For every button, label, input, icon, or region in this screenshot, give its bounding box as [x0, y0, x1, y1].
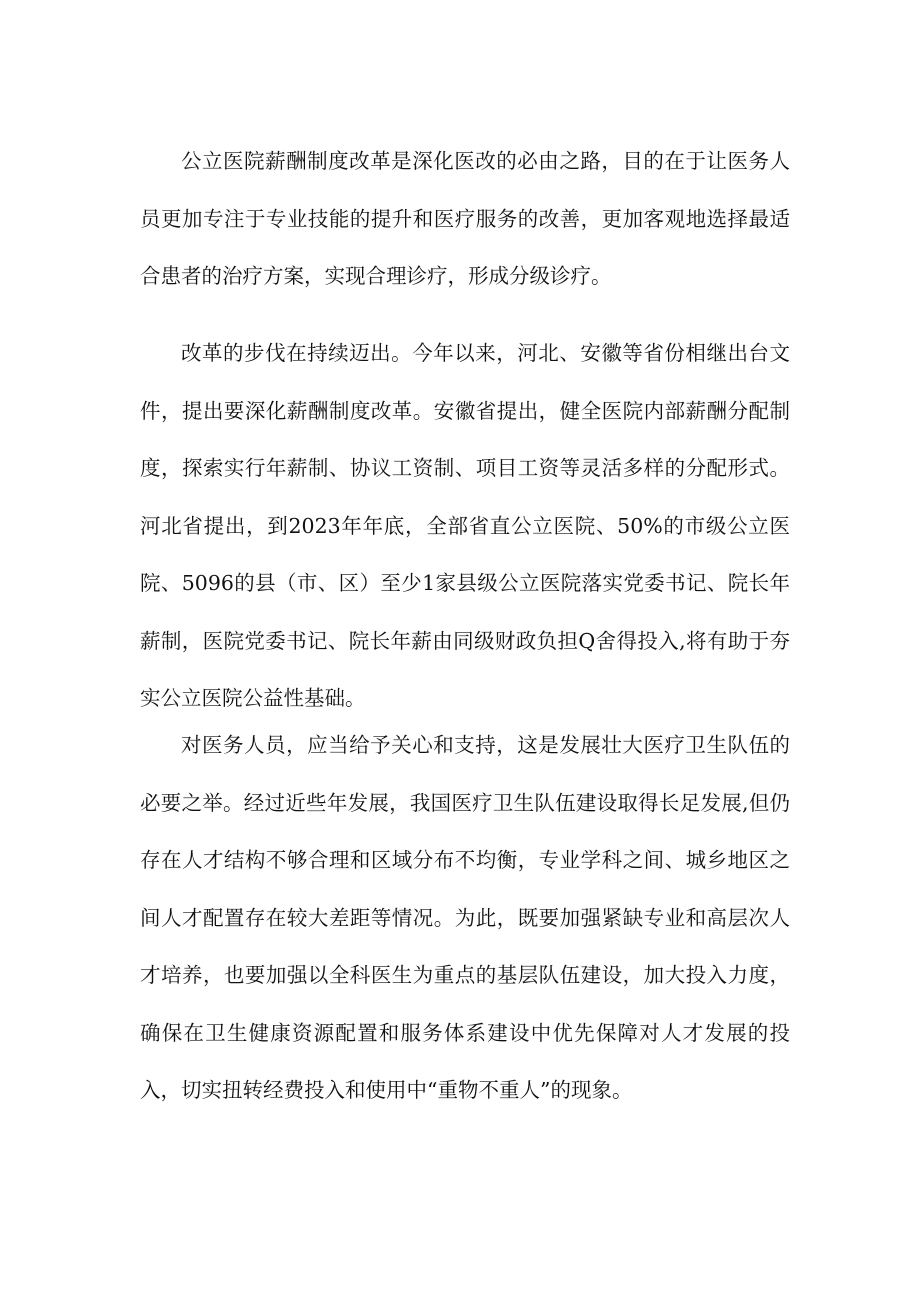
paragraph-reform-progress: 改革的步伐在持续迈出。今年以来，河北、安徽等省份相继出台文件，提出要深化薪酬制度改革。安徽省提出，健全医院内部薪酬分配制度，探索实行年薪制、协议工资制、项目工资等灵活多样的分配形式。河北省提出，到2023年年底，全部省直公立医院、50%的市级公立医院、5096的县（市、区）至少1家县级公立医院落实党委书记、院长年薪制，医院党委书记、院长年薪由同级财政负担Q舍得投入,将有助于夯实公立医院公益性基础。 [140, 341, 790, 710]
paragraph-medical-staff-support: 对医务人员，应当给予关心和支持，这是发展壮大医疗卫生队伍的必要之举。经过近些年发展，我国医疗卫生队伍建设取得长足发展,但仍存在人才结构不够合理和区域分布不均衡，专业学科之间、城乡地区之间人才配置存在较大差距等情况。为此，既要加强紧缺专业和高层次人才培养，也要加强以全科医生为重点的基层队伍建设，加大投入力度，确保在卫生健康资源配置和服务体系建设中优先保障对人才发展的投入，切实扭转经费投入和使用中“重物不重人”的现象。 [140, 733, 790, 1102]
paragraph-salary-reform: 公立医院薪酬制度改革是深化医改的必由之路，目的在于让医务人员更加专注于专业技能的提升和医疗服务的改善，更加客观地选择最适合患者的治疗方案，实现合理诊疗，形成分级诊疗。 [140, 149, 790, 288]
